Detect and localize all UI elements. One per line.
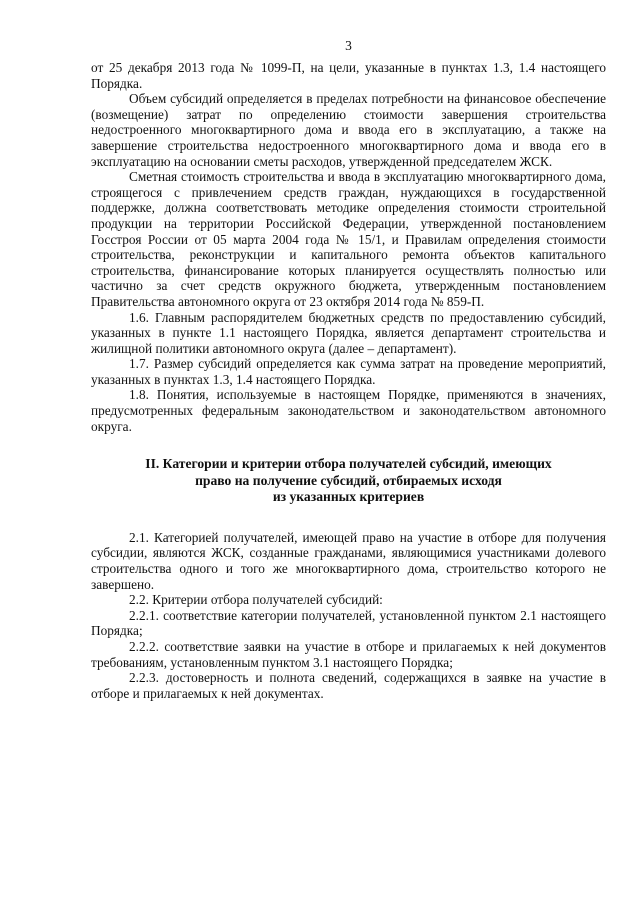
- section-heading-ii: [91, 456, 606, 506]
- paragraph-1-6: 1.6. Главным распорядителем бюджетных средств по предоставлению субсидий, указанных в пункте 1.1 настоящего Порядка, является департамент строительства и жилищной политики автономного округа (далее – департамент).: [91, 309, 606, 356]
- section-heading-line: право на получение субсидий, отбираемых исходя: [195, 472, 502, 488]
- paragraph-2-2-3: 2.2.3. достоверность и полнота сведений, содержащихся в заявке на участие в отборе и прилагаемых к ней документах.: [91, 670, 606, 701]
- section-heading-line: из указанных критериев: [272, 489, 425, 505]
- paragraph-2-2-1: 2.2.1. соответствие категории получателей, установленной пунктом 2.1 настоящего Порядка;: [91, 607, 606, 639]
- paragraph-2-2-2: 2.2.2. соответствие заявки на участие в отборе и прилагаемых к ней документов требованиям, установленным пунктом 3.1 настоящего Порядка;: [91, 638, 606, 670]
- paragraph-continuation: от 25 декабря 2013 года № 1099-П, на цели, указанные в пунктах 1.3, 1.4 настоящего Порядка.: [91, 60, 606, 91]
- paragraph-estimated-cost: Сметная стоимость строительства и ввода в эксплуатацию многоквартирного дома, строящегося с привлечением средств граждан, нуждающихся в государственной поддержке, должна соответствовать методике определения стоимости строительной продукции на территории Российской Федерации, утвержденной постановлением Госстроя России от 05 марта 2004 года № 15/1, и Правилам определения стоимости строительства, реконструкции и капитального ремонта объектов капитального строительства, финансирование которых планируется осуществлять полностью или частично за счет средств окружного бюджета, утвержденным постановлением Правительства автономного округа от 23 октября 2014 года № 859-П.: [91, 169, 606, 309]
- paragraph-2-1: 2.1. Категорией получателей, имеющей право на участие в отборе для получения субсидии, являются ЖСК, созданные гражданами, являющимися участниками долевого строительства одного и того же многоквартирного дома, строительство которого не завершено.: [91, 529, 606, 592]
- paragraph-1-8: 1.8. Понятия, используемые в настоящем Порядке, применяются в значениях, предусмотренных федеральным законодательством и законодательством автономного округа.: [91, 387, 606, 434]
- section-heading-line: II. Категории и критерии отбора получателей субсидий, имеющих: [145, 456, 552, 472]
- paragraph-subsidy-volume: Объем субсидий определяется в пределах потребности на финансовое обеспечение (возмещение) затрат по определению стоимости завершения строительства недостроенного многоквартирного дома и ввода его в эксплуатацию, а также на завершение строительства недостроенного многоквартирного дома и ввода его в эксплуатацию на основании сметы расходов, утвержденной председателем ЖСК.: [91, 91, 606, 169]
- paragraph-2-2: 2.2. Критерии отбора получателей субсидий:: [129, 592, 383, 608]
- page-number: 3: [345, 38, 352, 53]
- paragraph-1-7: 1.7. Размер субсидий определяется как сумма затрат на проведение мероприятий, указанных в пунктах 1.3, 1.4 настоящего Порядка.: [91, 356, 606, 387]
